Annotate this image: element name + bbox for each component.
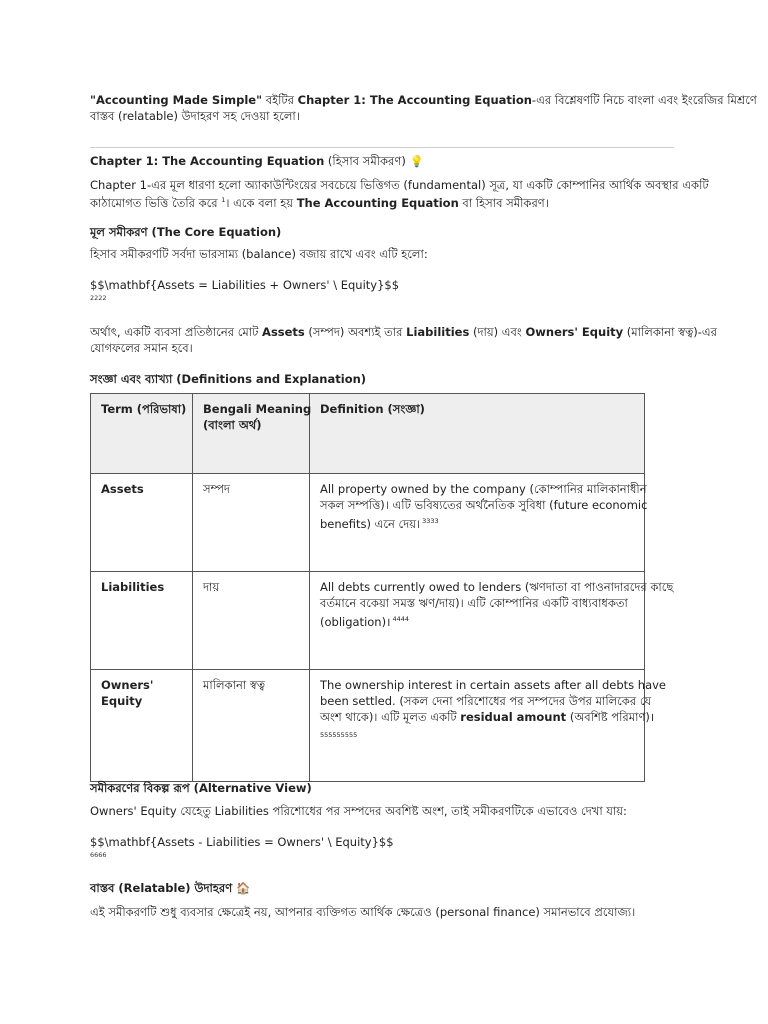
section-heading: Chapter 1: The Accounting Equation (হিসাব সমীকরণ) 💡 <box>90 154 424 168</box>
alt-formula: $$\mathbf{Assets - Liabilities = Owners' \ Equity}$$ <box>90 835 394 849</box>
meaning-cell: সম্পদ <box>193 474 310 572</box>
table-row <box>91 670 645 782</box>
alt-view-text: Owners' Equity যেহেতু Liabilities পরিশোধের পর সম্পদের অবশিষ্ট অংশ, তাই সমীকরণটিকে এভাবেও দেখা যায়: <box>90 804 627 818</box>
relatable-heading: বাস্তব (Relatable) উদাহরণ 🏠 <box>90 881 251 895</box>
core-equation-heading: মূল সমীকরণ (The Core Equation) <box>90 225 282 239</box>
term-cell: Assets <box>91 474 193 572</box>
header-definition: Definition (সংজ্ঞা) <box>310 394 645 474</box>
core-formula: $$\mathbf{Assets = Liabilities + Owners' \ Equity}$$ <box>90 278 400 292</box>
intro-line-2: বাস্তব (relatable) উদাহরণ সহ দেওয়া হলো। <box>90 109 300 123</box>
para2-line-2: যোগফলের সমান হবে। <box>90 341 193 355</box>
row-footnote: 555555555 <box>320 731 358 739</box>
core-equation-text: হিসাব সমীকরণটি সর্বদা ভারসাম্য (balance) বজায় রাখে এবং এটি হলো: <box>90 247 428 261</box>
definition-cell: The ownership interest in certain assets after all debts have been settled. (সকল দেনা পরিশোধের পর সম্পদের উপর মালিকের যে অংশ থাকে)। এটি মূলত একটি residual amount (অবশিষ্ট পরিমাণ)। 555555555 <box>310 670 645 782</box>
para1-line-1: Chapter 1-এর মূল ধারণা হলো অ্যাকাউন্টিংয়ের সবচেয়ে ভিত্তিগত (fundamental) সূত্র, যা একটি কোম্পানির আর্থিক অবস্থার একটি <box>90 178 709 192</box>
para2-line-1: অর্থাৎ, একটি ব্যবসা প্রতিষ্ঠানের মোট Assets (সম্পদ) অবশ্যই তার Liabilities (দায়) এবং Owners' Equity (মালিকানা স্বত্ব)-এর <box>90 325 717 339</box>
chapter-name: Chapter 1: The Accounting Equation <box>297 93 532 107</box>
lightbulb-icon: 💡 <box>409 154 424 168</box>
definition-cell: All property owned by the company (কোম্পানির মালিকানাধীন সকল সম্পত্তি)। এটি ভবিষ্যতের অর্থনৈতিক সুবিধা (future economic benefits) এনে দেয়। $^{3333}$ <box>310 474 645 572</box>
definitions-heading: সংজ্ঞা এবং ব্যাখ্যা (Definitions and Explanation) <box>90 372 367 386</box>
book-title: "Accounting Made Simple" <box>90 93 263 107</box>
footnote-ref: 1 <box>221 196 226 204</box>
relatable-text: এই সমীকরণটি শুধু ব্যবসার ক্ষেত্রেই নয়, আপনার ব্যক্তিগত আর্থিক ক্ষেত্রেও (personal finance) সমানভাবে প্রযোজ্য। <box>90 905 636 919</box>
meaning-cell: মালিকানা স্বত্ব <box>193 670 310 782</box>
alt-view-heading: সমীকরণের বিকল্প রূপ (Alternative View) <box>90 781 312 795</box>
table-row <box>91 474 645 572</box>
header-bengali-meaning: Bengali Meaning (বাংলা অর্থ) <box>193 394 310 474</box>
intro-line-1: "Accounting Made Simple" বইটির Chapter 1: The Accounting Equation-এর বিশ্লেষণটি নিচে বাংলা এবং ইংরেজির মিশ্রণে <box>90 93 757 107</box>
term-cell: Owners' Equity <box>91 670 193 782</box>
footnote-ref: 3333 <box>422 517 439 525</box>
term-cell: Liabilities <box>91 572 193 670</box>
header-term: Term (পরিভাষা) <box>91 394 193 474</box>
definitions-table <box>90 393 674 782</box>
core-footnote: 2222 <box>90 294 107 302</box>
table-header-row <box>91 394 645 474</box>
house-icon: 🏠 <box>236 881 251 895</box>
alt-footnote: 6666 <box>90 851 107 859</box>
table-row <box>91 572 645 670</box>
para1-line-2: কাঠামোগত ভিত্তি তৈরি করে $^1$। একে বলা হয় The Accounting Equation বা হিসাব সমীকরণ। <box>90 195 549 210</box>
footnote-ref: 4444 <box>392 615 409 623</box>
horizontal-divider <box>90 147 674 148</box>
definition-cell: All debts currently owed to lenders (ঋণদাতা বা পাওনাদারদের কাছে বর্তমানে বকেয়া সমস্ত ঋণ/দায়)। এটি কোম্পানির একটি বাধ্যবাধকতা (obligation)। $^{4444}$ <box>310 572 645 670</box>
meaning-cell: দায় <box>193 572 310 670</box>
